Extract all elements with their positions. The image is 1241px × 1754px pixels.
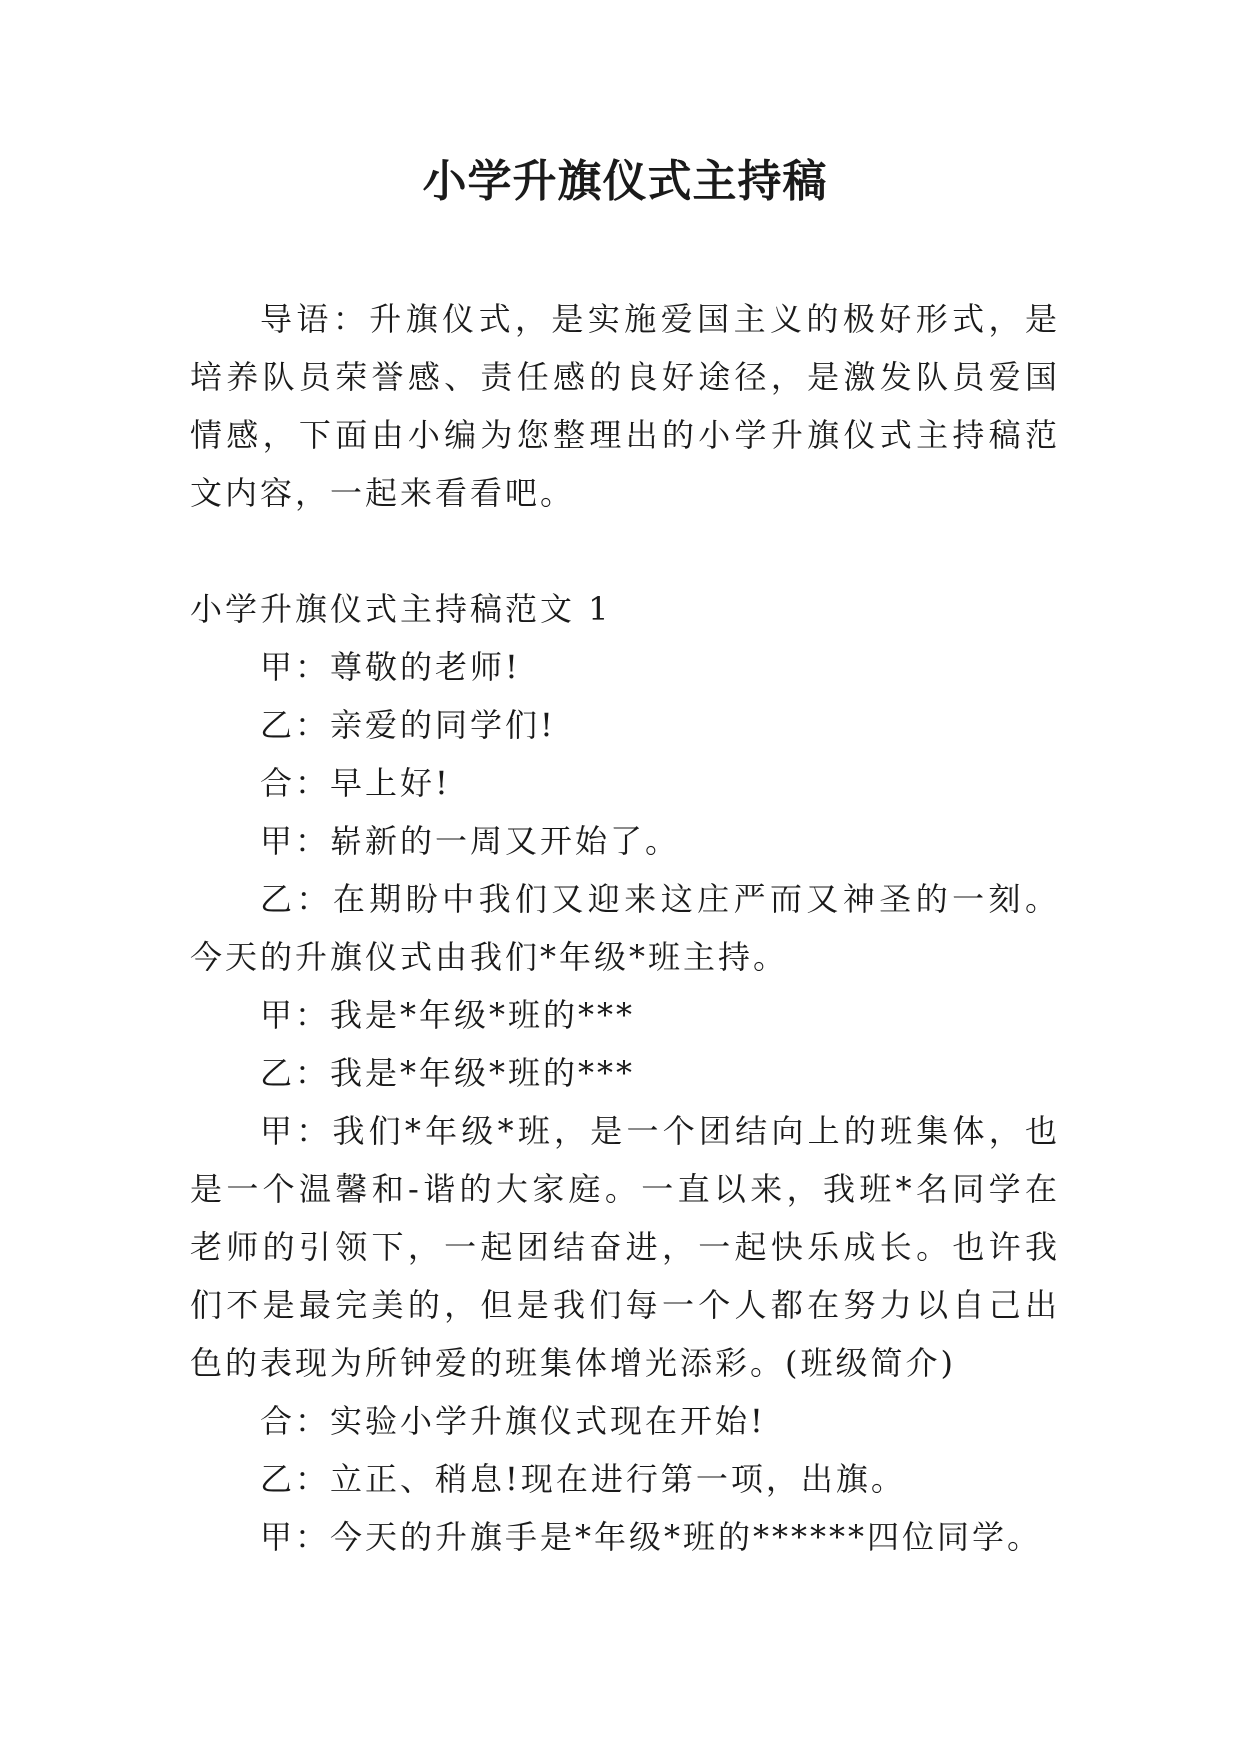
document-title: 小学升旗仪式主持稿 [422, 156, 828, 207]
dialogue-line: 合：早上好! [260, 764, 451, 802]
dialogue-line: 甲：崭新的一周又开始了。 [260, 822, 681, 860]
dialogue-line: 甲：今天的升旗手是*年级*班的******四位同学。 [260, 1518, 1043, 1556]
dialogue-line: 甲：我们*年级*班，是一个团结向上的班集体，也是一个温馨和-谐的大家庭。一直以来，我班*名同学在老师的引领下，一起团结奋进，一起快乐成长。也许我们不是最完美的，但是我们每一个人都在努力以自己出色的表现为所钟爱的班集体增光添彩。(班级简介) [190, 1112, 1060, 1382]
dialogue-line: 甲：我是*年级*班的*** [260, 996, 636, 1034]
dialogue-line: 乙：在期盼中我们又迎来这庄严而又神圣的一刻。今天的升旗仪式由我们*年级*班主持。 [190, 880, 1060, 976]
document-body [190, 290, 1060, 1566]
dialogue-line: 乙：立正、稍息!现在进行第一项，出旗。 [260, 1460, 906, 1498]
section-heading: 小学升旗仪式主持稿范文 1 [190, 590, 612, 628]
dialogue-line: 甲：尊敬的老师! [260, 648, 521, 686]
dialogue-line: 乙：亲爱的同学们! [260, 706, 556, 744]
intro-paragraph: 导语：升旗仪式，是实施爱国主义的极好形式，是培养队员荣誉感、责任感的良好途径，是激发队员爱国情感，下面由小编为您整理出的小学升旗仪式主持稿范文内容，一起来看看吧。 [190, 300, 1060, 512]
dialogue-line: 合：实验小学升旗仪式现在开始! [260, 1402, 766, 1440]
dialogue-line: 乙：我是*年级*班的*** [260, 1054, 636, 1092]
